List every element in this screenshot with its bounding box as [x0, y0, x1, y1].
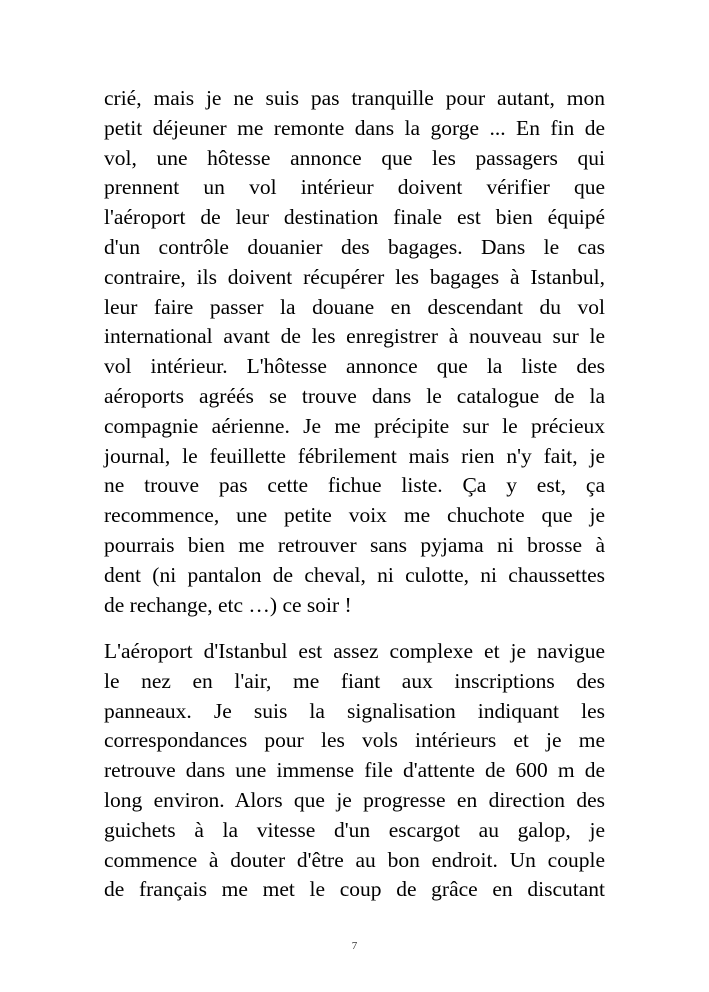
text-line: petit déjeuner me remonte dans la gorge ... En fin de: [104, 115, 605, 140]
text-line: commence à douter d'être au bon endroit. Un couple: [104, 847, 605, 872]
text-line: vol, une hôtesse annonce que les passagers qui: [104, 145, 605, 170]
text-line: prennent un vol intérieur doivent vérifier que: [104, 175, 605, 200]
text-line: aéroports agréés se trouve dans le catalogue de la: [104, 383, 605, 408]
text-line: recommence, une petite voix me chuchote que je: [104, 503, 605, 528]
text-line: vol intérieur. L'hôtesse annonce que la liste des: [104, 354, 605, 379]
page-number: 7: [351, 940, 358, 952]
text-line: contraire, ils doivent récupérer les bagages à Istanbul,: [104, 264, 605, 289]
text-line: pourrais bien me retrouver sans pyjama ni brosse à: [104, 532, 605, 557]
text-line: leur faire passer la douane en descendant du vol: [104, 294, 605, 319]
text-line: panneaux. Je suis la signalisation indiquant les: [104, 698, 605, 723]
text-line: guichets à la vitesse d'un escargot au galop, je: [104, 817, 605, 842]
text-line: correspondances pour les vols intérieurs et je me: [104, 728, 605, 753]
text-line: ne trouve pas cette fichue liste. Ça y est, ça: [104, 473, 605, 498]
text-line: de rechange, etc …) ce soir !: [104, 592, 352, 617]
text-line: de français me met le coup de grâce en discutant: [104, 877, 605, 902]
paragraph-1: [104, 84, 605, 620]
text-line: L'aéroport d'Istanbul est assez complexe et je navigue: [104, 639, 605, 663]
text-line: compagnie aérienne. Je me précipite sur le précieux: [104, 413, 605, 438]
text-line: d'un contrôle douanier des bagages. Dans le cas: [104, 234, 605, 259]
text-line: crié, mais je ne suis pas tranquille pour autant, mon: [104, 86, 605, 110]
paragraph-2: [104, 637, 605, 905]
text-line: retrouve dans une immense file d'attente de 600 m de: [104, 758, 605, 783]
text-line: journal, le feuillette fébrilement mais rien n'y fait, je: [104, 443, 605, 468]
text-line: international avant de les enregistrer à nouveau sur le: [104, 324, 605, 349]
text-line: le nez en l'air, me fiant aux inscriptions des: [104, 668, 605, 693]
text-line: long environ. Alors que je progresse en direction des: [104, 787, 605, 812]
text-line: l'aéroport de leur destination finale est bien équipé: [104, 205, 605, 230]
text-line: dent (ni pantalon de cheval, ni culotte, ni chaussettes: [104, 562, 605, 587]
